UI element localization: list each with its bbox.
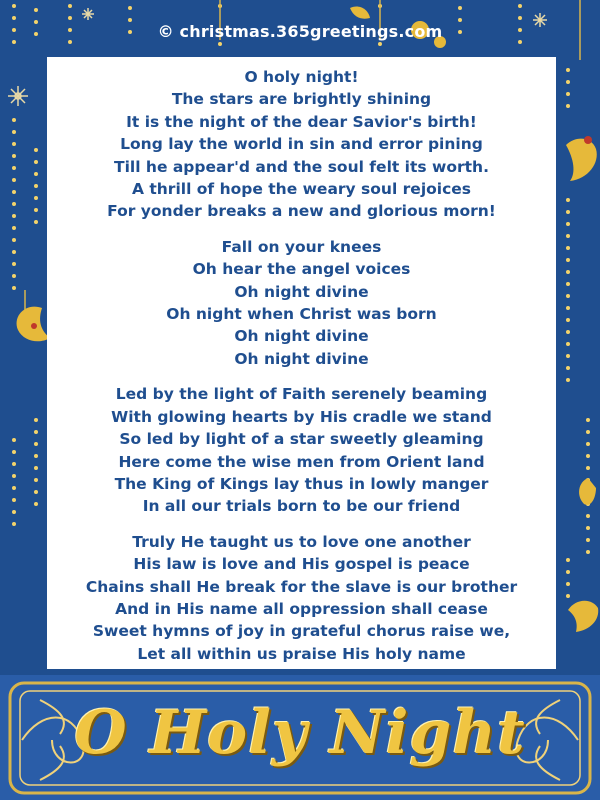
banner-title: O Holy Night	[74, 698, 526, 768]
poem-line: With glowing hearts by His cradle we stand	[111, 407, 492, 426]
poem-line: It is the night of the dear Savior's birth!	[126, 112, 477, 131]
poem-line: Chains shall He break for the slave is our brother	[85, 577, 518, 596]
poem-line: Here come the wise men from Orient land	[118, 452, 485, 471]
poem-line: The stars are brightly shining	[171, 90, 432, 109]
poem-line: Oh night divine	[234, 282, 369, 301]
poem-line: Till he appear'd and the soul felt its worth.	[114, 157, 489, 176]
stanza-2	[47, 236, 556, 370]
poem-line: Oh night divine	[234, 327, 369, 346]
stanza-4	[47, 531, 556, 665]
poem-line: For yonder breaks a new and glorious morn!	[107, 202, 496, 221]
poem-line: Oh night divine	[234, 349, 369, 368]
poem-line: Truly He taught us to love one another	[132, 532, 471, 551]
poem-line: In all our trials born to be our friend	[142, 497, 461, 516]
poem-line: The King of Kings lay thus in lowly manger	[114, 474, 489, 493]
poem-line: His law is love and His gospel is peace	[133, 555, 470, 574]
poem-line: Oh hear the angel voices	[192, 260, 411, 279]
poem-line: O holy night!	[244, 68, 359, 86]
stanza-1	[47, 66, 556, 223]
poem-line: And in His name all oppression shall cease	[115, 599, 488, 618]
poem-line: Long lay the world in sin and error pining	[120, 135, 483, 154]
stanza-3	[47, 383, 556, 517]
poem-line: A thrill of hope the weary soul rejoices	[131, 180, 472, 199]
poem-line: Fall on your knees	[221, 237, 382, 256]
poem-line: So led by light of a star sweetly gleaming	[119, 430, 484, 449]
poem-card	[47, 57, 556, 669]
poem-line: Oh night when Christ was born	[166, 305, 437, 324]
watermark: © christmas.365greetings.com	[157, 22, 443, 41]
poem-line: Led by the light of Faith serenely beaming	[115, 385, 488, 404]
poem-line: Sweet hymns of joy in grateful chorus raise we,	[92, 622, 511, 641]
poem-line: Let all within us praise His holy name	[137, 644, 466, 663]
